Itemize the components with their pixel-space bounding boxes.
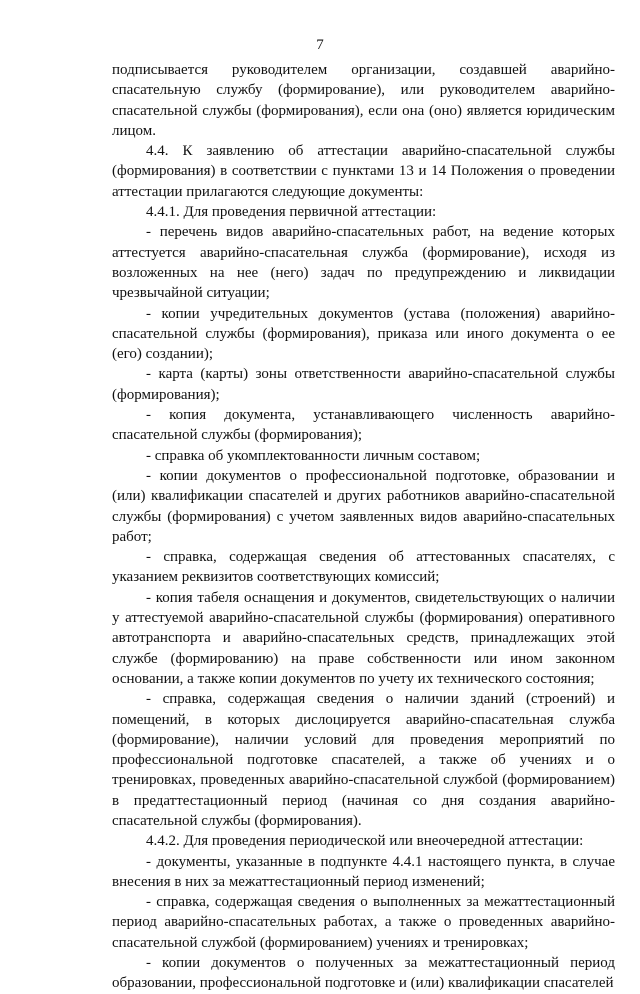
list-item-headcount-document: - копия документа, устанавливающего численность аварийно-спасательной службы (формирования);: [112, 407, 615, 444]
paragraph-4-4-1-heading: 4.4.1. Для проведения первичной аттестации:: [146, 204, 437, 221]
list-item-completed-works: - справка, содержащая сведения о выполненных за межаттестационный период аварийно-спасательных работах, а также о проведенных аварийно-спасательной службой (формированием) учениях и тренировках;: [112, 894, 615, 951]
paragraph-4-4-2-heading: 4.4.2. Для проведения периодической или внеочередной аттестации:: [146, 833, 584, 850]
paragraph-4-4: 4.4. К заявлению об аттестации аварийно-спасательной службы (формирования) в соответствии с пунктами 13 и 14 Положения о проведении аттестации прилагаются следующие документы:: [112, 143, 615, 200]
list-item-changed-documents: - документы, указанные в подпункте 4.4.1 настоящего пункта, в случае внесения в них за межаттестационный период изменений;: [112, 853, 615, 890]
list-item-responsibility-map: - карта (карты) зоны ответственности аварийно-спасательной службы (формирования);: [112, 366, 615, 403]
list-item-buildings-certificate: - справка, содержащая сведения о наличии зданий (строений) и помещений, в которых дислоцируется аварийно-спасательная служба (формирование), наличии условий для проведения мероприятий по профессиональной подготовке спасателей, а также об учениях и о тренировках, проведенных аварийно-спасательной службой (формированием) в предаттестационный период (начиная со дня создания аварийно-спасательной службы (формирования).: [112, 691, 615, 829]
document-body: [112, 60, 615, 994]
list-item-certified-rescuers: - справка, содержащая сведения об аттестованных спасателях, с указанием реквизитов соответствующих комиссий;: [112, 549, 615, 586]
paragraph-signing-continuation: подписывается руководителем организации, создавшей аварийно-спасательную службу (формирование), или руководителем аварийно-спасательной службы (формирования), если она (оно) является юридическим лицом.: [112, 62, 615, 139]
list-item-qualification-copies: - копии документов о полученных за межаттестационный период образовании, профессиональной подготовке и (или) квалификации спасателей: [112, 955, 615, 992]
list-item-founding-documents: - копии учредительных документов (устава (положения) аварийно-спасательной службы (формирования), приказа или иного документа о ее (его) создании);: [112, 305, 615, 363]
list-item-equipment-table: - копия табеля оснащения и документов, свидетельствующих о наличии у аттестуемой аварийно-спасательной службы (формирования) оперативного автотранспорта и аварийно-спасательных средств, принадлежащих этой службе (формированию) на праве собственности или ином законном основании, а также копии документов по учету их технического состояния;: [112, 589, 615, 687]
page-number: 7: [316, 37, 324, 53]
list-item-work-types: - перечень видов аварийно-спасательных работ, на ведение которых аттестуется аварийно-спасательная служба (формирование), исходя из возложенных на нее (него) задач по предупреждению и ликвидации чрезвычайной ситуации;: [112, 224, 615, 302]
list-item-training-documents: - копии документов о профессиональной подготовке, образовании и (или) квалификации спасателей и других работников аварийно-спасательной службы (формирования) с учетом заявленных видов аварийно-спасательных работ;: [112, 467, 615, 545]
list-item-staffing-certificate: - справка об укомплектованности личным составом;: [146, 447, 481, 464]
